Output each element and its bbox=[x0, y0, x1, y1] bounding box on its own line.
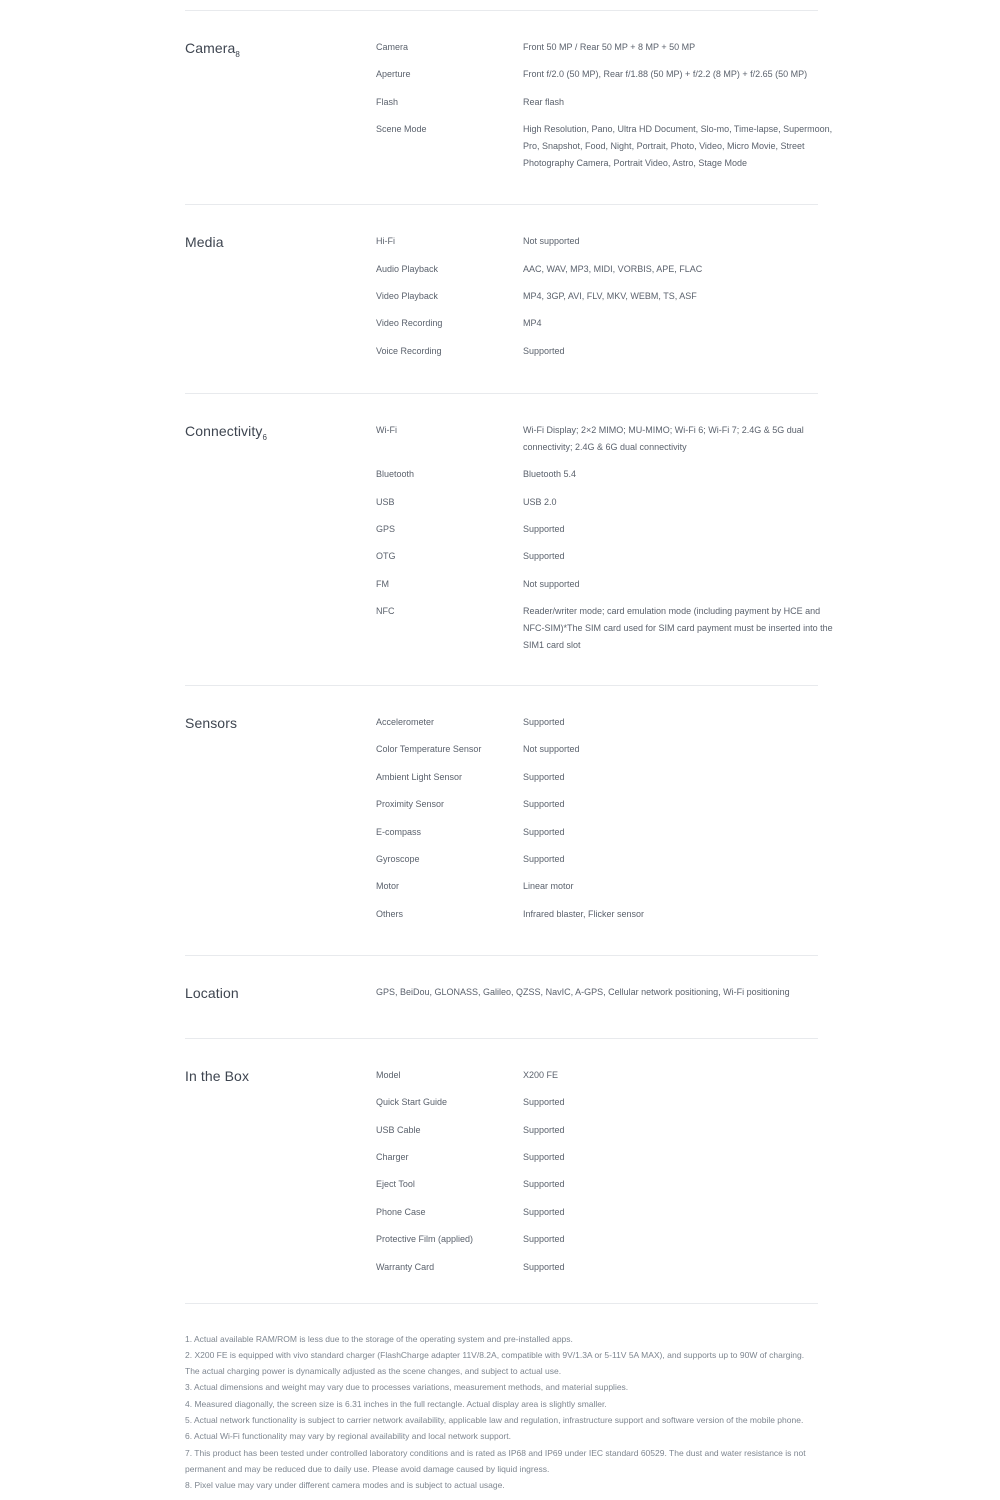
section-title-in-the-box bbox=[185, 1067, 376, 1085]
spec-value: Front 50 MP / Rear 50 MP + 8 MP + 50 MP bbox=[523, 42, 696, 52]
footnote-item: 4. Measured diagonally, the screen size is 6.31 inches in the full rectangle. Actual display area is slightly smaller. bbox=[185, 1398, 607, 1409]
spec-value: Supported bbox=[523, 799, 565, 810]
spec-row-fm bbox=[376, 576, 835, 593]
spec-value: USB 2.0 bbox=[523, 496, 557, 507]
footnote-item: 3. Actual dimensions and weight may vary due to processes variations, measurement methods, and material supplies. bbox=[185, 1382, 629, 1393]
spec-row-eject-tool bbox=[376, 1176, 835, 1193]
section-title-camera bbox=[185, 39, 376, 57]
spec-value: Not supported bbox=[523, 236, 580, 247]
spec-label: Aperture bbox=[376, 69, 411, 80]
spec-value: Linear motor bbox=[523, 881, 574, 892]
spec-rows bbox=[376, 422, 835, 654]
spec-value: Bluetooth 5.4 bbox=[523, 469, 577, 480]
spec-label: FM bbox=[376, 578, 389, 589]
spec-value: Not supported bbox=[523, 744, 580, 755]
spec-row-hi-fi bbox=[376, 233, 835, 250]
spec-section-camera bbox=[185, 10, 833, 204]
section-body-connectivity bbox=[185, 394, 833, 654]
spec-row-ambient-light-sensor bbox=[376, 769, 835, 786]
spec-row-gps bbox=[376, 521, 835, 538]
spec-row-accelerometer bbox=[376, 714, 835, 731]
spec-value: Supported bbox=[523, 1234, 565, 1245]
spec-label: E-compass bbox=[376, 826, 422, 837]
spec-label: Phone Case bbox=[376, 1206, 426, 1217]
spec-row-nfc bbox=[376, 603, 835, 654]
spec-value: Supported bbox=[523, 551, 565, 562]
spec-row-protective-film-applied bbox=[376, 1231, 835, 1248]
spec-value: Supported bbox=[523, 717, 565, 728]
spec-label: Warranty Card bbox=[376, 1261, 435, 1272]
spec-label: Ambient Light Sensor bbox=[376, 771, 463, 782]
spec-label: USB Cable bbox=[376, 1124, 421, 1135]
spec-value: MP4, 3GP, AVI, FLV, MKV, WEBM, TS, ASF bbox=[523, 290, 697, 301]
section-title-text: Camera bbox=[185, 40, 236, 56]
spec-value: Reader/writer mode; card emulation mode (including payment by HCE and NFC-SIM)*The SIM card used for SIM card payment must be inserted into the SIM1 card slot bbox=[523, 606, 833, 651]
spec-value: Supported bbox=[523, 345, 565, 356]
spec-row-others bbox=[376, 906, 835, 923]
spec-row-charger bbox=[376, 1149, 835, 1166]
spec-section-connectivity bbox=[185, 393, 833, 685]
spec-row-otg bbox=[376, 548, 835, 565]
spec-row-warranty-card bbox=[376, 1259, 835, 1276]
section-title-connectivity bbox=[185, 422, 376, 440]
spec-row-motor bbox=[376, 878, 835, 895]
section-title-footnote-ref: 8 bbox=[235, 49, 240, 59]
spec-value: Wi-Fi Display; 2×2 MIMO; MU-MIMO; Wi-Fi 6; Wi-Fi 7; 2.4G & 5G dual connectivity; 2.4G & 6G dual connectivity bbox=[523, 424, 804, 452]
footnote-item: 8. Pixel value may vary under different camera modes and is subject to actual usage. bbox=[185, 1480, 505, 1491]
spec-row-aperture bbox=[376, 66, 835, 83]
spec-row-e-compass bbox=[376, 824, 835, 841]
spec-value: GPS, BeiDou, GLONASS, Galileo, QZSS, NavIC, A-GPS, Cellular network positioning, Wi-Fi positioning bbox=[376, 986, 790, 997]
section-body-camera bbox=[185, 11, 833, 172]
footnote-item: 7. This product has been tested under controlled laboratory conditions and is rated as IP68 and IP69 under IEC standard 60529. The dust and water resistance is not permanent and may be reduced due to daily use. Please avoid damage caused by liquid ingress. bbox=[185, 1447, 806, 1474]
spec-rows bbox=[376, 714, 835, 923]
spec-section-in-the-box bbox=[185, 1038, 818, 1303]
spec-label: Others bbox=[376, 908, 404, 919]
spec-value: Supported bbox=[523, 1097, 565, 1108]
footnote-item: 1. Actual available RAM/ROM is less due to the storage of the operating system and pre-installed apps. bbox=[185, 1333, 573, 1344]
spec-row-voice-recording bbox=[376, 343, 835, 360]
spec-rows bbox=[376, 984, 818, 1001]
section-body-in-the-box bbox=[185, 1039, 818, 1276]
spec-row-scene-mode bbox=[376, 121, 835, 172]
spec-label: Wi-Fi bbox=[376, 424, 397, 435]
spec-label: GPS bbox=[376, 523, 396, 534]
spec-row-color-temperature-sensor bbox=[376, 741, 835, 758]
spec-label: Eject Tool bbox=[376, 1179, 415, 1190]
spec-value: Supported bbox=[523, 1151, 565, 1162]
spec-label: Scene Mode bbox=[376, 124, 427, 135]
spec-value: Front f/2.0 (50 MP), Rear f/1.88 (50 MP) + f/2.2 (8 MP) + f/2.65 (50 MP) bbox=[523, 69, 808, 80]
spec-value: MP4 bbox=[523, 318, 542, 329]
spec-label: Camera bbox=[376, 42, 409, 52]
spec-label: Color Temperature Sensor bbox=[376, 744, 482, 755]
section-title-footnote-ref: 6 bbox=[262, 432, 268, 442]
section-title-text: Media bbox=[185, 234, 224, 251]
spec-row-flash bbox=[376, 94, 835, 111]
spec-value: AAC, WAV, MP3, MIDI, VORBIS, APE, FLAC bbox=[523, 263, 703, 274]
spec-section-sensors bbox=[185, 685, 818, 955]
spec-label: Audio Playback bbox=[376, 263, 439, 274]
spec-section-location bbox=[185, 955, 818, 1038]
spec-table bbox=[185, 0, 833, 1500]
section-body-sensors bbox=[185, 686, 818, 923]
spec-rows bbox=[376, 233, 835, 360]
spec-value: X200 FE bbox=[523, 1069, 559, 1080]
footnotes bbox=[185, 1303, 818, 1500]
section-title-text: In the Box bbox=[185, 1067, 250, 1084]
footnote-item: 2. X200 FE is equipped with vivo standard charger (FlashCharge adapter 11V/8.2A, compatible with 9V/1.3A or 5-11V 5A MAX), and supports up to 90W of charging. The actual charging power is dynamically adjusted as the scene changes, and subject to actual use. bbox=[185, 1349, 805, 1377]
spec-value: Supported bbox=[523, 854, 565, 865]
section-title-text: Location bbox=[185, 984, 239, 1001]
spec-value: Not supported bbox=[523, 578, 580, 589]
section-title-location bbox=[185, 984, 376, 1002]
spec-row-usb-cable bbox=[376, 1122, 835, 1139]
spec-rows bbox=[376, 39, 835, 172]
spec-row-bluetooth bbox=[376, 466, 835, 483]
spec-row-wi-fi bbox=[376, 422, 835, 456]
spec-label: Voice Recording bbox=[376, 345, 442, 356]
spec-label: Quick Start Guide bbox=[376, 1097, 448, 1108]
section-title-text: Sensors bbox=[185, 715, 238, 732]
spec-label: Model bbox=[376, 1069, 401, 1080]
spec-row-quick-start-guide bbox=[376, 1094, 835, 1111]
spec-label: NFC bbox=[376, 606, 395, 617]
spec-value: Supported bbox=[523, 1206, 565, 1217]
spec-row-camera bbox=[376, 39, 835, 56]
spec-value: Supported bbox=[523, 826, 565, 837]
spec-label: USB bbox=[376, 496, 395, 507]
spec-row-phone-case bbox=[376, 1204, 835, 1221]
spec-row-video-playback bbox=[376, 288, 835, 305]
spec-row-audio-playback bbox=[376, 261, 835, 278]
spec-value: Supported bbox=[523, 1179, 565, 1190]
spec-rows bbox=[376, 1067, 835, 1276]
spec-section-media bbox=[185, 204, 818, 393]
spec-row-location bbox=[376, 984, 818, 1001]
spec-value: Supported bbox=[523, 771, 565, 782]
spec-value: Supported bbox=[523, 523, 565, 534]
spec-row-video-recording bbox=[376, 315, 835, 332]
spec-row-model bbox=[376, 1067, 835, 1084]
spec-label: Video Recording bbox=[376, 318, 443, 329]
spec-value: Supported bbox=[523, 1124, 565, 1135]
spec-value: Rear flash bbox=[523, 96, 565, 107]
spec-label: Hi-Fi bbox=[376, 236, 395, 247]
spec-label: Motor bbox=[376, 881, 400, 892]
section-title-sensors bbox=[185, 714, 376, 732]
spec-sections bbox=[185, 10, 833, 1303]
spec-label: Video Playback bbox=[376, 290, 438, 301]
spec-label: OTG bbox=[376, 551, 396, 562]
spec-label: Protective Film (applied) bbox=[376, 1234, 474, 1245]
spec-label: Proximity Sensor bbox=[376, 799, 445, 810]
spec-row-proximity-sensor bbox=[376, 796, 835, 813]
footnotes-body bbox=[185, 1304, 818, 1500]
spec-row-gyroscope bbox=[376, 851, 835, 868]
spec-row-usb bbox=[376, 494, 835, 511]
spec-label: Gyroscope bbox=[376, 854, 420, 865]
section-body-location bbox=[185, 956, 818, 1002]
spec-label: Bluetooth bbox=[376, 469, 415, 480]
spec-value: Supported bbox=[523, 1261, 565, 1272]
footnote-item: 5. Actual network functionality is subject to carrier network availability, applicable law and regulation, infrastructure support and software version of the mobile phone. bbox=[185, 1415, 804, 1426]
spec-label: Flash bbox=[376, 96, 399, 107]
section-body-media bbox=[185, 205, 818, 360]
section-title-media bbox=[185, 233, 376, 251]
spec-label: Charger bbox=[376, 1151, 409, 1162]
spec-value: High Resolution, Pano, Ultra HD Document, Slo-mo, Time-lapse, Supermoon, Pro, Snapshot, Food, Night, Portrait, Photo, Video, Micro Movie, Street Photography Camera, Portrait Video, Astro, Stage Mode bbox=[523, 124, 833, 169]
section-title-text: Connectivity bbox=[185, 422, 263, 439]
footnote-item: 6. Actual Wi-Fi functionality may vary by regional availability and local network support. bbox=[185, 1431, 511, 1442]
spec-value: Infrared blaster, Flicker sensor bbox=[523, 908, 645, 919]
spec-label: Accelerometer bbox=[376, 717, 435, 728]
